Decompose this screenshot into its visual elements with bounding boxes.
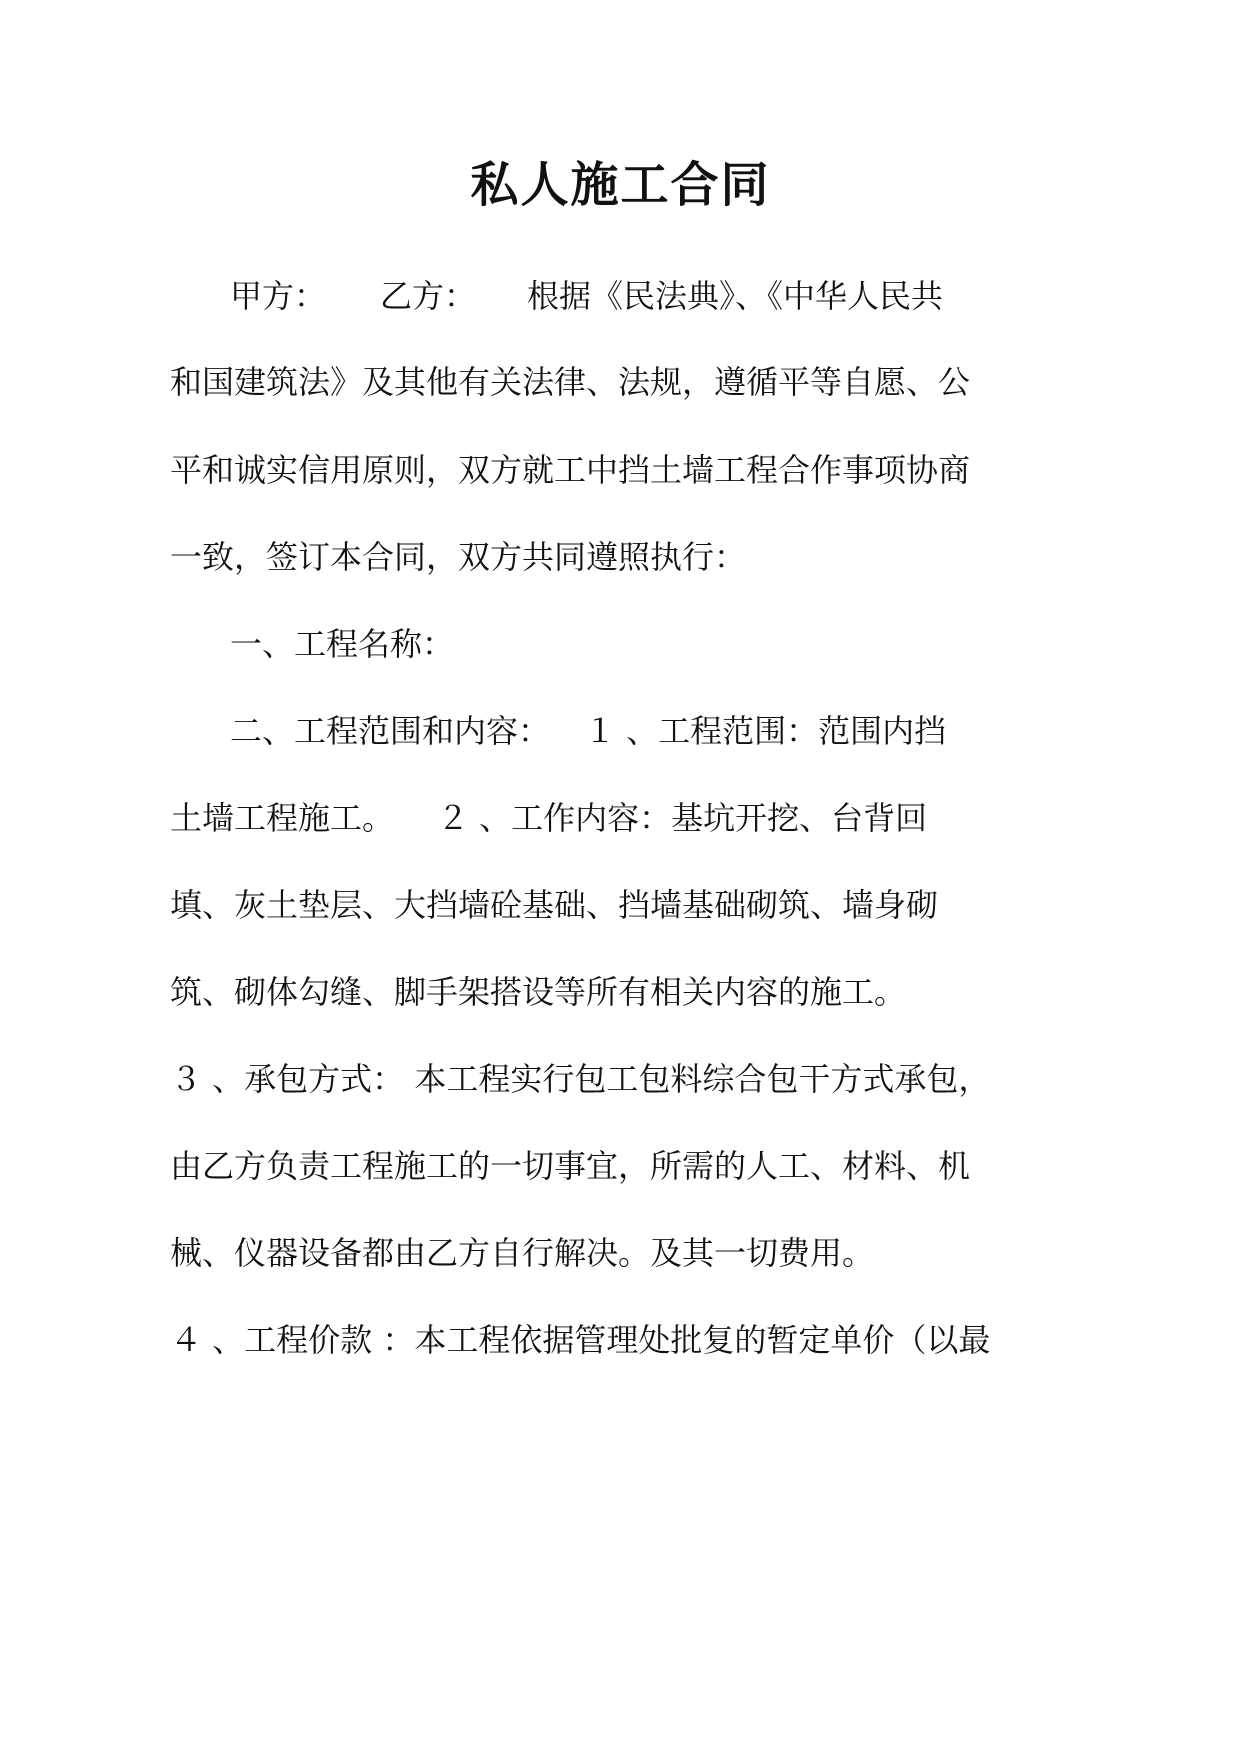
text-segment: 筑、砌体勾缝、脚手架搭设等所有相关内容的施工。	[170, 973, 907, 1011]
text-segment: 械、仪器设备都由乙方自行解决。及其一切费用。	[170, 1234, 875, 1272]
document-title: 私人施工合同	[470, 157, 771, 213]
text-segment: 和国建筑法》及其他有关法律、法规，遵循平等自愿、公	[170, 363, 971, 401]
section-heading: 二、工程范围和内容：	[230, 712, 551, 750]
text-segment: 一致，签订本合同，双方共同遵照执行：	[170, 538, 747, 576]
text-segment: 平和诚实信用原则，双方就工中挡土墙工程合作事项协商	[170, 451, 971, 489]
text-segment: 土墙工程施工。	[170, 799, 395, 837]
text-segment: 根据《民法典》、《中华人民共	[527, 277, 944, 315]
party-b-label: 乙方：	[380, 277, 477, 315]
text-segment: 由乙方负责工程施工的一切事宜，所需的人工、材料、机	[170, 1147, 971, 1185]
section-heading: 一、工程名称：	[230, 625, 455, 663]
text-segment: ２ 、工作内容：基坑开挖、台背回	[437, 799, 928, 837]
party-a-label: 甲方：	[230, 277, 327, 315]
text-segment: 填、灰土垫层、大挡墙砼基础、挡墙基础砌筑、墙身砌	[170, 886, 939, 924]
text-segment: ３ 、承包方式： 本工程实行包工包料综合包干方式承包，	[170, 1060, 991, 1098]
text-segment: ４ 、工程价款 ：本工程依据管理处批复的暂定单价（以最	[170, 1321, 991, 1359]
text-segment: １ 、工程范围：范围内挡	[584, 712, 947, 750]
